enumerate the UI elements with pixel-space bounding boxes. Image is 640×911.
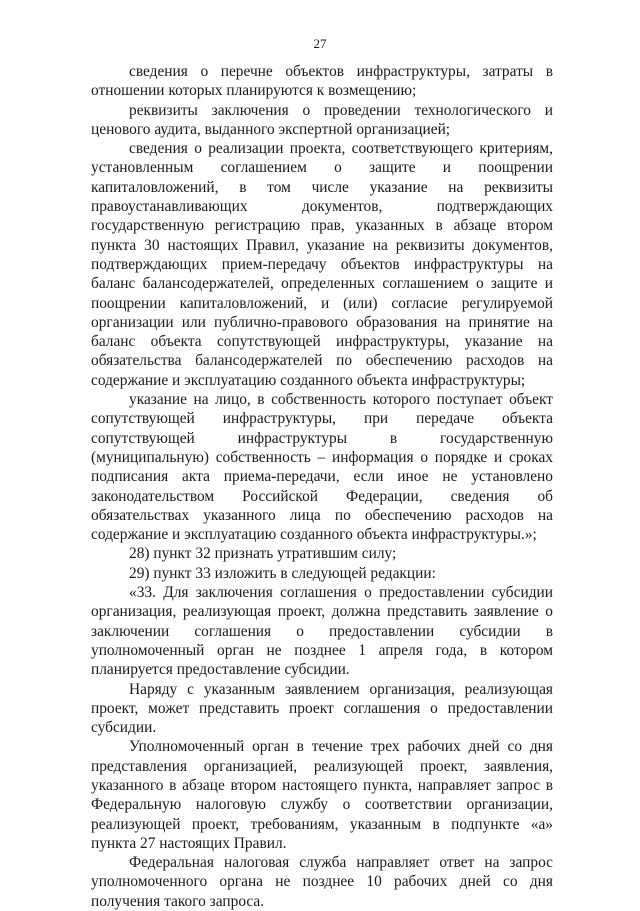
paragraph: указание на лицо, в собственность которого поступает объект сопутствующей инфраструктуры, при передаче объекта сопутствующей инфраструктуры в государственную (муниципальную) собственность – информация о порядке и сроках подписания акта приема-передачи, если иное не установлено законодательством Российской Федерации, сведения об обязательствах указанного лица по обеспечению расходов на содержание и эксплуатацию созданного объекта инфраструктуры.»; — [91, 391, 553, 544]
paragraph: Уполномоченный орган в течение трех рабочих дней со дня представления организацией, реализующей проект, заявления, указанного в абзаце втором настоящего пункта, направляет запрос в Федеральную налоговую службу о соответствии организации, реализующей проект, требованиям, указанным в подпункте «а» пункта 27 настоящих Правил. — [91, 738, 553, 852]
paragraph: «33. Для заключения соглашения о предоставлении субсидии организация, реализующая проект, должна представить заявление о заключении соглашения о предоставлении субсидии в уполномоченный орган не позднее 1 апреля года, в котором планируется предоставление субсидии. — [91, 584, 553, 679]
paragraph: сведения о перечне объектов инфраструктуры, затраты в отношении которых планируются к возмещению; — [91, 63, 553, 100]
paragraph: 29) пункт 33 изложить в следующей редакции: — [129, 564, 436, 582]
paragraph: реквизиты заключения о проведении технологического и ценового аудита, выданного экспертной организацией; — [91, 101, 553, 138]
document-body — [91, 62, 553, 911]
page-number: 27 — [313, 36, 327, 51]
paragraph: Наряду с указанным заявлением организация, реализующая проект, может представить проект соглашения о предоставлении субсидии. — [91, 680, 553, 737]
paragraph: Федеральная налоговая служба направляет ответ на запрос уполномоченного органа не позднее 10 рабочих дней со дня получения такого запроса. — [91, 854, 553, 910]
paragraph: 28) пункт 32 признать утратившим силу; — [129, 545, 397, 563]
paragraph: сведения о реализации проекта, соответствующего критериям, установленным соглашением о защите и поощрении капиталовложений, в том числе указание на реквизиты правоустанавливающих документов, подтверждающих государственную регистрацию прав, указанных в абзаце втором пункта 30 настоящих Правил, указание на реквизиты документов, подтверждающих прием-передачу объектов инфраструктуры на баланс балансодержателей, определенных соглашением о защите и поощрении капиталовложений, и (или) согласие регулируемой организации или публично-правового образования на принятие на баланс объекта сопутствующей инфраструктуры, указание на обязательства балансодержателей по обеспечению расходов на содержание и эксплуатацию созданного объекта инфраструктуры; — [91, 140, 553, 389]
